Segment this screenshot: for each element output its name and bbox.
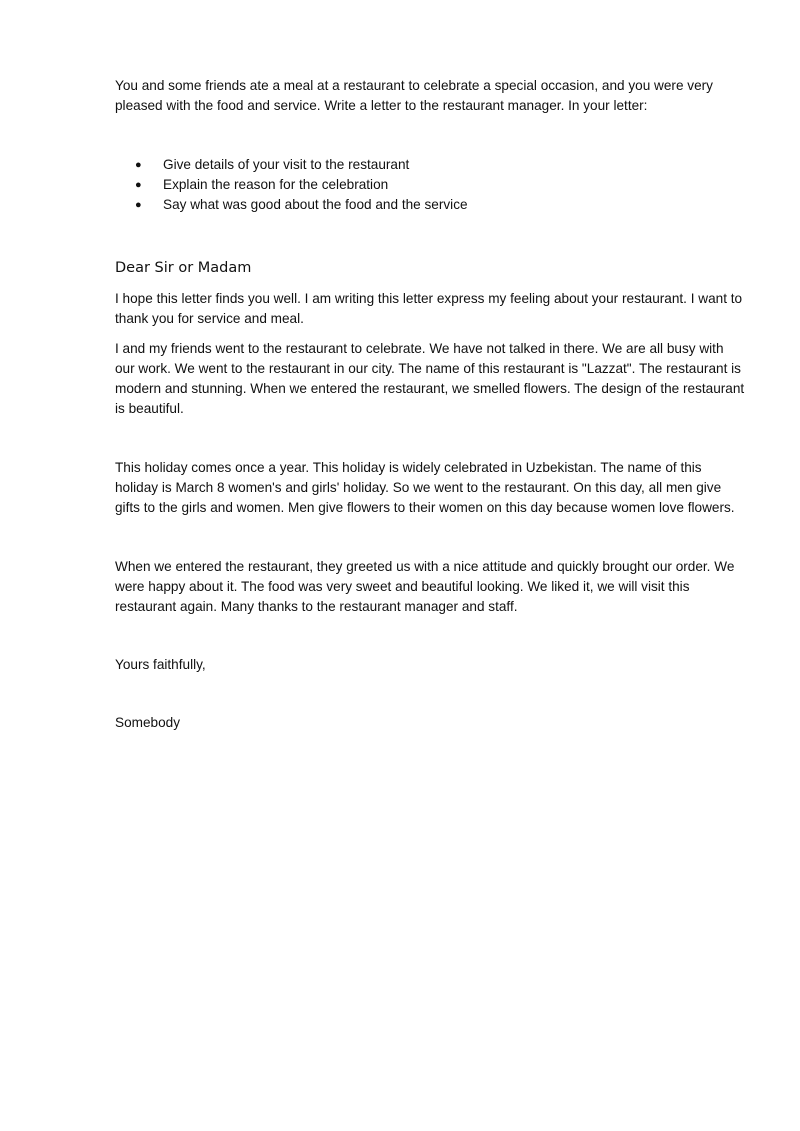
letter-paragraph-visit: I and my friends went to the restaurant to celebrate. We have not talked in there. We are all busy with our work. We went to the restaurant in our city. The name of this restaurant is "Lazzat". The restaurant is modern and stunning. When we entered the restaurant, we smelled flowers. The design of the restaurant is beautiful.	[115, 341, 745, 416]
task-bullet-text: Explain the reason for the celebration	[163, 177, 389, 192]
bullet-icon: ●	[135, 179, 142, 191]
letter-signature: Somebody	[115, 715, 180, 730]
document-content	[115, 76, 745, 733]
letter-paragraph-praise: When we entered the restaurant, they greeted us with a nice attitude and quickly brought our order. We were happy about it. The food was very sweet and beautiful looking. We liked it, we will visit this restaurant again. Many thanks to the restaurant manager and staff.	[115, 559, 735, 614]
bullet-icon: ●	[135, 199, 142, 211]
bullet-icon: ●	[135, 159, 142, 171]
task-bullet-text: Give details of your visit to the restaurant	[163, 157, 410, 172]
task-bullet-list	[115, 155, 745, 215]
letter-paragraph-reason: This holiday comes once a year. This holiday is widely celebrated in Uzbekistan. The name of this holiday is March 8 women's and girls' holiday. So we went to the restaurant. On this day, all men give gifts to the girls and women. Men give flowers to their women on this day because women love flowers.	[115, 460, 735, 515]
task-bullet-text: Say what was good about the food and the service	[163, 197, 468, 212]
task-bullet-item	[115, 175, 745, 195]
letter-closing: Yours faithfully,	[115, 657, 206, 672]
letter-paragraph-intro: I hope this letter finds you well. I am writing this letter express my feeling about your restaurant. I want to thank you for service and meal.	[115, 291, 743, 326]
letter-salutation: Dear Sir or Madam	[115, 260, 252, 276]
task-prompt: You and some friends ate a meal at a restaurant to celebrate a special occasion, and you were very pleased with the food and service. Write a letter to the restaurant manager. In your letter:	[115, 78, 713, 113]
task-bullet-item	[115, 155, 745, 175]
task-bullet-item	[115, 195, 745, 215]
